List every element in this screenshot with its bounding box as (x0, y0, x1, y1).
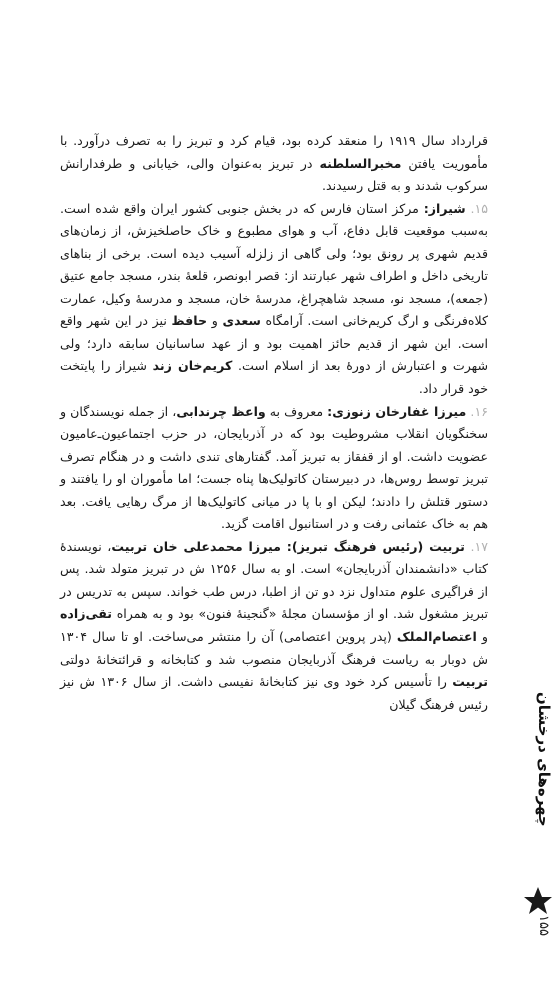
text-run: قرارداد سال ۱۹۱۹ را منعقد کرده بود، قیام کرد و تبریز را به تصرف درآورد. با مأموریت یافتن (60, 133, 488, 171)
paragraph-continuation (60, 130, 488, 198)
text-run: (پدر پروین اعتصامی) آن را منتشر می‌ساخت. او تا سال ۱۳۰۴ ش دوبار به ریاست فرهنگ آذربایجان منصوب شد و کتابخانه و قرائتخانهٔ دولتی (60, 629, 488, 667)
text-run: معروف به (265, 403, 328, 419)
bold-term: تربیت (رئیس فرهنگ تبریز): میرزا محمدعلی خان تربیت (111, 538, 465, 554)
text-run: نیز در این شهر واقع است. این شهر از قدیم حائز اهمیت بود و از عهد ساسانیان سابقه دارد؛ ولی شهرت و اعتبارش از دورهٔ بعد از اسلام است. (60, 313, 489, 374)
text-run: ، نویسندهٔ کتاب «دانشمندان آذربایجان» است. او به سال ۱۲۵۶ ش در تبریز متولد شد. پس از فراگیری علوم متداول نزد دو تن از اطبا، درس طب خواند. سپس به تدریس در تبریز مشغول شد. او از مؤسسان مجلهٔ «گنجینهٔ فنون» بود و به همراه (60, 538, 488, 622)
bold-term: سعدی (222, 313, 261, 329)
note-number: ۱۵. (465, 200, 488, 216)
note-15-shiraz (60, 198, 488, 401)
note-number: ۱۶. (466, 403, 488, 419)
bold-term: مخبرالسلطنه (319, 155, 402, 171)
note-16-mirza-ghaffarkhan (60, 401, 488, 536)
bold-term: حافظ (171, 313, 208, 329)
text-run: شیراز را پایتخت خود قرار داد. (60, 358, 488, 397)
text-run: و (207, 313, 223, 329)
bold-term: شیراز: (423, 200, 466, 216)
text-run: ، از جمله نویسندگان و سخنگویان انقلاب مشروطیت بود که در آذربایجان، در حزب اجتماعیون‌ـ‌عامیون عضویت داشت. او از قفقاز به تبریز آمد. گفتارهای تندی داشت و در هنگام تصرف تبریز توسط روس‌ها، در دبیرستان کاتولیک‌ها پناه جست؛ اما مأموران او را یافتند و دستور قتلش را دادند؛ لیکن او با پا در میانی کاتولیک‌ها از مرگ رهایی یافت. بعد هم به خاک عثمانی رفت و در استانبول اقامت گزید. (60, 403, 488, 532)
star-icon (523, 886, 553, 916)
bold-term: واعظ چرندابی (176, 403, 266, 419)
bold-term: اعتصام‌الملک (396, 629, 477, 645)
bold-term: کریم‌خان زند (152, 358, 233, 374)
text-run: را تأسیس کرد خود وی نیز کتابخانهٔ نفیسی داشت. از سال ۱۳۰۶ ش نیز رئیس فرهنگ گیلان (60, 674, 488, 712)
text-run: در تبریز به‌عنوان والی، خیابانی و طرفدارانش سرکوب شدند و به قتل رسیدند. (60, 155, 488, 194)
bold-term: میرزا غفارخان زنوزی: (327, 403, 467, 419)
page-number: ۱۵۵ (536, 915, 551, 936)
note-number: ۱۷. (464, 538, 488, 554)
text-run: مرکز استان فارس که در بخش جنوبی کشور ایران واقع شده است. به‌سبب موقعیت قابل دفاع، آب و هوای مطبوع و خاک حاصلخیزش، از زمان‌های قدیم شهری پر رونق بود؛ ولی گاهی از زلزله آسیب دیده است. برخی از بناهای تاریخی داخل و اطراف شهر عبارتند از: قصر ابونصر، قلعهٔ بندر، مسجد جامع عتیق (جمعه)، مسجد نو، مسجد شاهچراغ، مدرسهٔ خان، مسجد و مدرسهٔ وکیل، عمارت کلاه‌فرنگی و ارگ کریم‌خانی است. آرامگاه (60, 200, 488, 329)
note-17-tarbiat (60, 536, 488, 716)
bold-term: تقی‌زاده (60, 606, 112, 622)
running-title: چهره‌های درخشان (535, 692, 553, 827)
body-text (60, 130, 488, 716)
bold-term: تربیت (452, 674, 488, 690)
text-run: و (476, 629, 489, 645)
